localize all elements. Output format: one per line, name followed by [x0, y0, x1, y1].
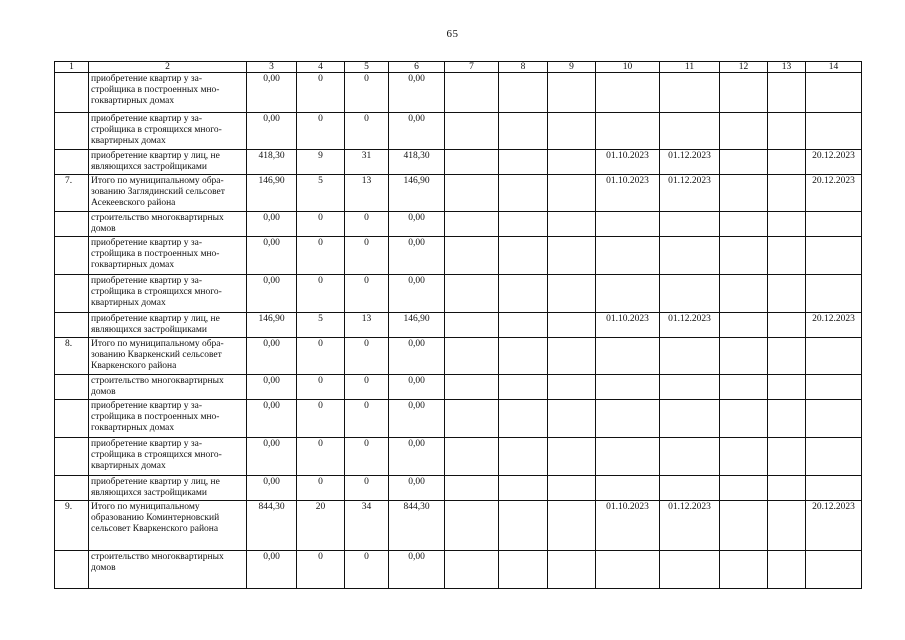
cell-area: 0,00	[247, 375, 297, 400]
cell-total-area: 418,30	[389, 150, 445, 175]
table-row	[55, 501, 862, 551]
cell-col8	[499, 73, 548, 113]
cell-date-start	[596, 113, 660, 150]
row-number	[55, 551, 89, 589]
cell-col13	[768, 501, 806, 551]
cell-area: 146,90	[247, 175, 297, 212]
row-number	[55, 476, 89, 501]
cell-col9	[548, 237, 596, 275]
cell-col9	[548, 212, 596, 237]
cell-col9	[548, 175, 596, 212]
cell-total-area: 0,00	[389, 338, 445, 375]
report-table	[54, 61, 862, 589]
cell-col7	[445, 476, 499, 501]
cell-col12	[720, 113, 768, 150]
row-number	[55, 313, 89, 338]
table-row	[55, 375, 862, 400]
cell-col7	[445, 501, 499, 551]
cell-col13	[768, 438, 806, 476]
cell-col9	[548, 150, 596, 175]
row-number	[55, 400, 89, 438]
cell-persons: 0	[345, 73, 389, 113]
cell-total-area: 0,00	[389, 400, 445, 438]
cell-date-start	[596, 73, 660, 113]
cell-col13	[768, 400, 806, 438]
cell-col7	[445, 438, 499, 476]
cell-families: 0	[297, 476, 345, 501]
cell-area: 0,00	[247, 551, 297, 589]
cell-col13	[768, 313, 806, 338]
cell-date-start: 01.10.2023	[596, 175, 660, 212]
cell-col13	[768, 551, 806, 589]
cell-col13	[768, 275, 806, 313]
row-description: приобретение квартир у лиц, не являющихся застройщиками	[89, 476, 247, 501]
column-header: 8	[499, 62, 548, 73]
cell-col9	[548, 113, 596, 150]
cell-date-mid: 01.12.2023	[660, 313, 720, 338]
cell-date-mid	[660, 275, 720, 313]
cell-col12	[720, 275, 768, 313]
cell-total-area: 0,00	[389, 375, 445, 400]
cell-persons: 0	[345, 400, 389, 438]
cell-date-mid	[660, 73, 720, 113]
cell-col13	[768, 476, 806, 501]
cell-date-end	[806, 113, 862, 150]
table-row	[55, 438, 862, 476]
cell-date-start	[596, 551, 660, 589]
cell-area: 0,00	[247, 237, 297, 275]
cell-col9	[548, 400, 596, 438]
cell-col7	[445, 237, 499, 275]
cell-area: 146,90	[247, 313, 297, 338]
cell-total-area: 0,00	[389, 212, 445, 237]
column-header: 3	[247, 62, 297, 73]
cell-date-start	[596, 237, 660, 275]
cell-col7	[445, 150, 499, 175]
cell-persons: 0	[345, 275, 389, 313]
column-header: 2	[89, 62, 247, 73]
cell-date-mid	[660, 338, 720, 375]
cell-total-area: 0,00	[389, 551, 445, 589]
cell-date-start	[596, 476, 660, 501]
cell-date-start	[596, 438, 660, 476]
cell-families: 0	[297, 212, 345, 237]
cell-date-end	[806, 375, 862, 400]
row-description: приобретение квартир у за-стройщика в построенных мно-гоквартирных домах	[89, 400, 247, 438]
cell-col7	[445, 275, 499, 313]
cell-col7	[445, 313, 499, 338]
cell-col12	[720, 476, 768, 501]
cell-date-start	[596, 212, 660, 237]
cell-persons: 0	[345, 338, 389, 375]
cell-col7	[445, 175, 499, 212]
cell-date-end	[806, 73, 862, 113]
row-number	[55, 73, 89, 113]
cell-date-end: 20.12.2023	[806, 501, 862, 551]
cell-col9	[548, 338, 596, 375]
cell-families: 5	[297, 313, 345, 338]
row-description: строительство многоквартирных домов	[89, 551, 247, 589]
cell-col12	[720, 375, 768, 400]
cell-date-mid	[660, 438, 720, 476]
header-row	[55, 62, 862, 73]
row-description: Итого по муниципальному образованию Коминтерновский сельсовет Кваркенского района	[89, 501, 247, 551]
cell-persons: 13	[345, 175, 389, 212]
cell-col12	[720, 501, 768, 551]
cell-col13	[768, 73, 806, 113]
cell-col7	[445, 338, 499, 375]
cell-families: 0	[297, 400, 345, 438]
cell-families: 5	[297, 175, 345, 212]
cell-area: 0,00	[247, 338, 297, 375]
cell-col8	[499, 400, 548, 438]
column-header: 7	[445, 62, 499, 73]
table-row	[55, 476, 862, 501]
cell-col13	[768, 175, 806, 212]
table-row	[55, 73, 862, 113]
cell-date-end	[806, 212, 862, 237]
row-number: 8.	[55, 338, 89, 375]
cell-date-mid: 01.12.2023	[660, 501, 720, 551]
row-number: 7.	[55, 175, 89, 212]
cell-col8	[499, 175, 548, 212]
row-description: Итого по муниципальному обра-зованию Кваркенский сельсовет Кваркенского района	[89, 338, 247, 375]
cell-persons: 0	[345, 212, 389, 237]
row-number	[55, 113, 89, 150]
cell-persons: 34	[345, 501, 389, 551]
row-description: приобретение квартир у за-стройщика в построенных мно-гоквартирных домах	[89, 237, 247, 275]
column-header: 11	[660, 62, 720, 73]
cell-date-start: 01.10.2023	[596, 150, 660, 175]
cell-persons: 0	[345, 551, 389, 589]
table-row	[55, 551, 862, 589]
cell-col9	[548, 476, 596, 501]
row-number	[55, 150, 89, 175]
cell-families: 0	[297, 275, 345, 313]
cell-col12	[720, 400, 768, 438]
cell-total-area: 0,00	[389, 438, 445, 476]
cell-total-area: 0,00	[389, 476, 445, 501]
cell-col13	[768, 237, 806, 275]
cell-families: 0	[297, 237, 345, 275]
cell-families: 0	[297, 113, 345, 150]
row-description: приобретение квартир у лиц, не являющихся застройщиками	[89, 313, 247, 338]
row-description: приобретение квартир у за-стройщика в построенных мно-гоквартирных домах	[89, 73, 247, 113]
cell-col9	[548, 438, 596, 476]
row-description: строительство многоквартирных домов	[89, 212, 247, 237]
cell-col9	[548, 375, 596, 400]
cell-col7	[445, 551, 499, 589]
cell-date-end	[806, 338, 862, 375]
cell-col12	[720, 237, 768, 275]
cell-date-mid: 01.12.2023	[660, 175, 720, 212]
cell-families: 0	[297, 73, 345, 113]
cell-total-area: 0,00	[389, 73, 445, 113]
cell-col12	[720, 338, 768, 375]
cell-col12	[720, 175, 768, 212]
cell-col12	[720, 313, 768, 338]
column-header: 9	[548, 62, 596, 73]
cell-col13	[768, 150, 806, 175]
cell-col13	[768, 375, 806, 400]
row-number	[55, 237, 89, 275]
cell-col7	[445, 400, 499, 438]
page-number: 65	[446, 28, 459, 40]
cell-date-mid	[660, 375, 720, 400]
cell-col9	[548, 501, 596, 551]
table-row	[55, 313, 862, 338]
cell-date-mid	[660, 237, 720, 275]
cell-persons: 31	[345, 150, 389, 175]
cell-col7	[445, 113, 499, 150]
row-number	[55, 212, 89, 237]
table-row	[55, 212, 862, 237]
column-header: 5	[345, 62, 389, 73]
cell-col8	[499, 476, 548, 501]
cell-col12	[720, 73, 768, 113]
cell-date-start: 01.10.2023	[596, 501, 660, 551]
cell-area: 418,30	[247, 150, 297, 175]
cell-total-area: 0,00	[389, 275, 445, 313]
column-header: 6	[389, 62, 445, 73]
cell-date-start	[596, 338, 660, 375]
cell-persons: 0	[345, 113, 389, 150]
cell-col8	[499, 313, 548, 338]
cell-col9	[548, 551, 596, 589]
cell-area: 844,30	[247, 501, 297, 551]
cell-date-start	[596, 400, 660, 438]
row-description: строительство многоквартирных домов	[89, 375, 247, 400]
cell-date-end: 20.12.2023	[806, 313, 862, 338]
cell-col7	[445, 375, 499, 400]
cell-col12	[720, 212, 768, 237]
cell-total-area: 146,90	[389, 175, 445, 212]
row-description: приобретение квартир у за-стройщика в строящихся много-квартирных домах	[89, 275, 247, 313]
cell-date-end	[806, 551, 862, 589]
row-description: приобретение квартир у за-стройщика в строящихся много-квартирных домах	[89, 438, 247, 476]
cell-persons: 0	[345, 375, 389, 400]
cell-area: 0,00	[247, 476, 297, 501]
row-number: 9.	[55, 501, 89, 551]
cell-families: 0	[297, 438, 345, 476]
cell-date-start	[596, 275, 660, 313]
cell-date-mid	[660, 476, 720, 501]
row-number	[55, 375, 89, 400]
cell-date-mid	[660, 113, 720, 150]
cell-families: 0	[297, 375, 345, 400]
cell-col12	[720, 551, 768, 589]
row-description: Итого по муниципальному обра-зованию Заглядинский сельсовет Асекеевского района	[89, 175, 247, 212]
cell-col8	[499, 375, 548, 400]
cell-col13	[768, 338, 806, 375]
cell-total-area: 0,00	[389, 113, 445, 150]
cell-persons: 0	[345, 237, 389, 275]
table-row	[55, 237, 862, 275]
cell-col8	[499, 237, 548, 275]
table-row	[55, 113, 862, 150]
cell-area: 0,00	[247, 73, 297, 113]
cell-col8	[499, 501, 548, 551]
cell-date-mid	[660, 212, 720, 237]
cell-col8	[499, 113, 548, 150]
column-header: 4	[297, 62, 345, 73]
row-description: приобретение квартир у за-стройщика в строящихся много-квартирных домах	[89, 113, 247, 150]
cell-families: 20	[297, 501, 345, 551]
cell-date-end	[806, 237, 862, 275]
cell-date-end	[806, 400, 862, 438]
cell-persons: 13	[345, 313, 389, 338]
cell-families: 9	[297, 150, 345, 175]
cell-date-mid: 01.12.2023	[660, 150, 720, 175]
cell-col8	[499, 275, 548, 313]
column-header: 12	[720, 62, 768, 73]
row-description: приобретение квартир у лиц, не являющихся застройщиками	[89, 150, 247, 175]
cell-col7	[445, 73, 499, 113]
row-number	[55, 275, 89, 313]
cell-col8	[499, 438, 548, 476]
cell-date-start	[596, 375, 660, 400]
table-row	[55, 400, 862, 438]
table-row	[55, 150, 862, 175]
cell-date-end: 20.12.2023	[806, 175, 862, 212]
cell-date-start: 01.10.2023	[596, 313, 660, 338]
column-header: 14	[806, 62, 862, 73]
cell-col9	[548, 73, 596, 113]
cell-total-area: 844,30	[389, 501, 445, 551]
cell-col7	[445, 212, 499, 237]
cell-area: 0,00	[247, 400, 297, 438]
column-header: 1	[55, 62, 89, 73]
table-row	[55, 175, 862, 212]
cell-persons: 0	[345, 438, 389, 476]
table-row	[55, 275, 862, 313]
cell-date-end: 20.12.2023	[806, 150, 862, 175]
table-row	[55, 338, 862, 375]
column-header: 13	[768, 62, 806, 73]
cell-date-end	[806, 275, 862, 313]
cell-col13	[768, 113, 806, 150]
cell-col8	[499, 551, 548, 589]
cell-col8	[499, 150, 548, 175]
cell-date-end	[806, 476, 862, 501]
cell-col8	[499, 212, 548, 237]
cell-total-area: 0,00	[389, 237, 445, 275]
cell-area: 0,00	[247, 212, 297, 237]
cell-col8	[499, 338, 548, 375]
cell-col12	[720, 150, 768, 175]
cell-col9	[548, 275, 596, 313]
cell-persons: 0	[345, 476, 389, 501]
cell-families: 0	[297, 551, 345, 589]
cell-col9	[548, 313, 596, 338]
cell-area: 0,00	[247, 113, 297, 150]
cell-area: 0,00	[247, 275, 297, 313]
cell-date-end	[806, 438, 862, 476]
cell-date-mid	[660, 551, 720, 589]
cell-families: 0	[297, 338, 345, 375]
cell-col13	[768, 212, 806, 237]
cell-total-area: 146,90	[389, 313, 445, 338]
cell-area: 0,00	[247, 438, 297, 476]
cell-col12	[720, 438, 768, 476]
column-header: 10	[596, 62, 660, 73]
cell-date-mid	[660, 400, 720, 438]
row-number	[55, 438, 89, 476]
